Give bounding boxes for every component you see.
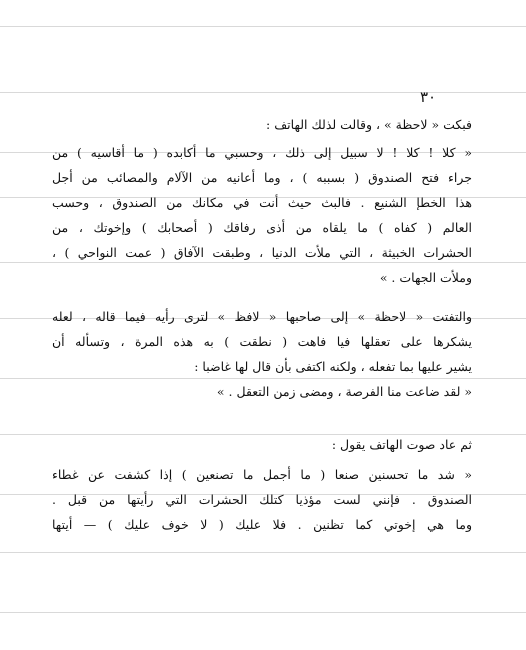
- text-line: يشكرها على تعقلها فيا فاهت ( نطقت ) به هذه المرة ، وتسأله أن: [52, 334, 472, 349]
- paragraph: [52, 304, 472, 404]
- paragraph: [52, 140, 472, 290]
- text-line: هذا الخطإ الشنيع . فالبث حيث أنت في مكانك من الصندوق ، وحسب: [52, 195, 472, 210]
- text-line: ثم عاد صوت الهاتف يقول :: [331, 437, 472, 452]
- ruled-line: [0, 612, 526, 613]
- text-line: العالم ( كفاه ) ما يلقاه من أذى رفاقك ( أصحابك ) وإخوتك ، من: [52, 220, 472, 235]
- text-line: يشير عليها بما تفعله ، ولكنه اكتفى بأن قال لها غاضبا :: [194, 359, 472, 374]
- ruled-line: [0, 26, 526, 27]
- text-line: وملأت الجهات . »: [379, 270, 472, 285]
- paragraph: [52, 112, 472, 137]
- text-line: فبكت « لاحظة » ، وقالت لذلك الهاتف :: [266, 117, 472, 132]
- page-number: ٣٠: [420, 88, 437, 106]
- ruled-line: [0, 552, 526, 553]
- text-line: الحشرات الخبيثة ، التي ملأت الدنيا ، وطبقت الآفاق ( عمت النواحي ) ،: [52, 245, 472, 260]
- text-line: والتفتت « لاحظة » إلى صاحبها « لافظ » لترى رأيه فيما قاله ، لعله: [52, 309, 472, 324]
- text-line: جراء فتح الصندوق ( بسببه ) ، وما أعانيه من الآلام والمصائب من أجل: [52, 170, 472, 185]
- paragraph: [52, 462, 472, 537]
- paragraph: [52, 432, 472, 457]
- text-line: وما هي إخوتي كما تظنين . فلا عليك ( لا خوف عليك ) — أيتها: [52, 517, 472, 532]
- text-line: « كلا ! كلا ! لا سبيل إلى ذلك ، وحسبي ما أكابده ( ما أقاسيه ) من: [52, 145, 472, 160]
- text-line: « لقد ضاعت منا الفرصة ، ومضى زمن التعقل . »: [216, 384, 472, 399]
- text-line: الصندوق . فإنني لست مؤذيا كتلك الحشرات التي رأيتها من قبل .: [52, 492, 472, 507]
- text-line: « شد ما تحسنين صنعا ( ما أجمل ما تصنعين ) إذا كشفت عن غطاء: [52, 467, 472, 482]
- ruled-line: [0, 92, 526, 93]
